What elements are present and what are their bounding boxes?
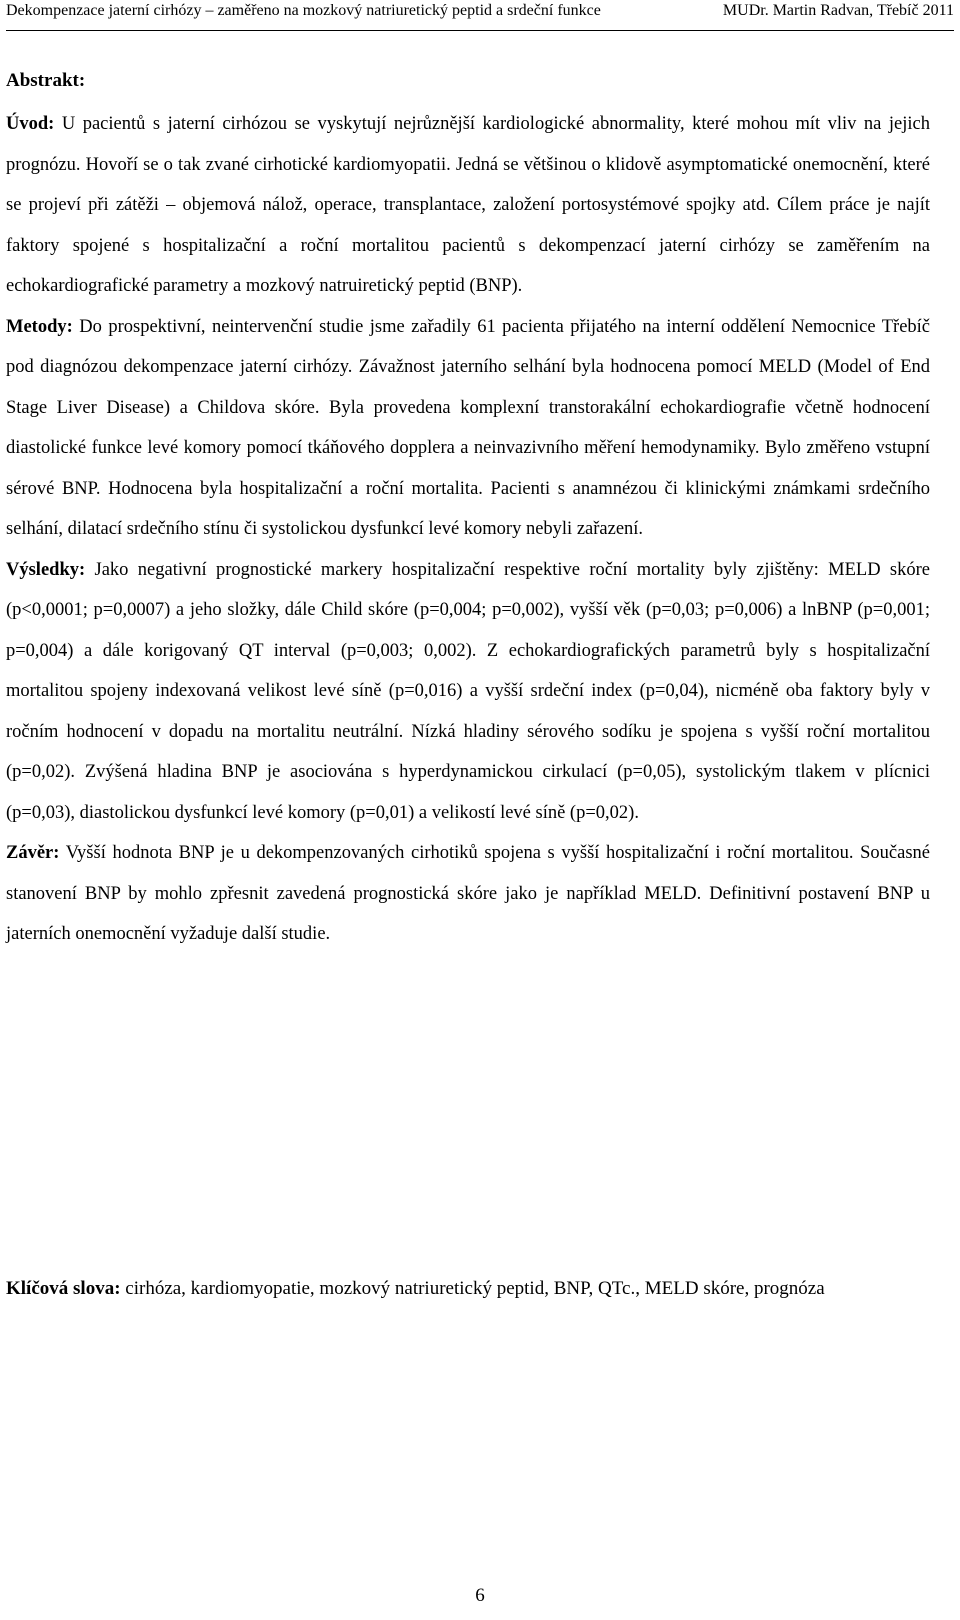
keywords-paragraph xyxy=(6,1275,930,1302)
section-text: Vyšší hodnota BNP je u dekompenzovaných cirhotiků spojena s vyšší hospitalizační i roční mortalitou. Současné stanovení BNP by mohlo zpřesnit zavedená prognostická skóre jako je například MELD. Definitivní postavení BNP u jaterních onemocnění vyžaduje další studie. xyxy=(6,843,930,944)
section-text: Do prospektivní, neintervenční studie jsme zařadily 61 pacienta přijatého na interní oddělení Nemocnice Třebíč pod diagnózou dekompenzace jaterní cirhózy. Závažnost jaterního selhání byla hodnocena pomocí MELD (Model of End Stage Liver Disease) a Childova skóre. Byla provedena komplexní transtorakální echokardiografie včetně hodnocení diastolické funkce levé komory pomocí tkáňového dopplera a neinvazivního měření hemodynamiky. Bylo změřeno vstupní sérové BNP. Hodnocena byla hospitalizační a roční mortalita. Pacienti s anamnézou či klinickými známkami srdečního selhání, dilatací srdečního stínu či systolickou dysfunkcí levé komory nebyli zařazení. xyxy=(6,316,931,539)
section-label: Úvod: xyxy=(6,114,55,134)
page-number: 6 xyxy=(475,1585,485,1606)
abstract-section-methods xyxy=(6,307,930,550)
header-title: Dekompenzace jaterní cirhózy – zaměřeno na mozkový natriuretický peptid a srdeční funkce xyxy=(6,2,601,19)
running-header xyxy=(6,2,954,31)
abstract-section-conclusion xyxy=(6,833,930,955)
keywords-text: cirhóza, kardiomyopatie, mozkový natriuretický peptid, BNP, QTc., MELD skóre, prognóza xyxy=(125,1278,825,1299)
abstract-heading: Abstrakt: xyxy=(6,70,86,91)
section-text: Jako negativní prognostické markery hospitalizační respektive roční mortality byly zjištěny: MELD skóre (p<0,0001; p=0,0007) a jeho složky, dále Child skóre (p=0,004; p=0,002), vyšší věk (p=0,03; p=0,006) a lnBNP (p=0,001; p=0,004) a dále korigovaný QT interval (p=0,003; 0,002). Z echokardiografických parametrů byly s hospitalizační mortalitou spojeny indexovaná velikost levé síně (p=0,016) a vyšší srdeční index (p=0,04), nicméně oba faktory byly v ročním hodnocení v dopadu na mortalitu neutrální. Nízká hladiny sérového sodíku je spojena s vyšší roční mortalitou (p=0,02). Zvýšená hladina BNP je asociována s hyperdynamickou cirkulací (p=0,05), systolickým tlakem v plícnici (p=0,03), diastolickou dysfunkcí levé komory (p=0,01) a velikostí levé síně (p=0,02). xyxy=(6,559,930,823)
section-label: Metody: xyxy=(6,316,73,337)
section-label: Výsledky: xyxy=(6,559,86,580)
abstract-body xyxy=(6,104,930,955)
section-label: Závěr: xyxy=(6,843,60,863)
section-text: U pacientů s jaterní cirhózou se vyskytují nejrůznější kardiologické abnormality, které mohou mít vliv na jejich prognózu. Hovoří se o tak zvané cirhotické kardiomyopatii. Jedná se většinou o klidově asymptomatické onemocnění, které se projeví při zátěži – objemová nálož, operace, transplantace, založení portosystémové spojky atd. Cílem práce je najít faktory spojené s hospitalizační a roční mortalitou pacientů s dekompenzací jaterní cirhózy se zaměřením na echokardiografické parametry a mozkový natruiretický peptid (BNP). xyxy=(6,114,930,296)
abstract-section-intro xyxy=(6,104,930,307)
keywords-label: Klíčová slova: xyxy=(6,1278,121,1299)
abstract-section-results xyxy=(6,550,930,834)
header-author: MUDr. Martin Radvan, Třebíč 2011 xyxy=(722,2,954,19)
